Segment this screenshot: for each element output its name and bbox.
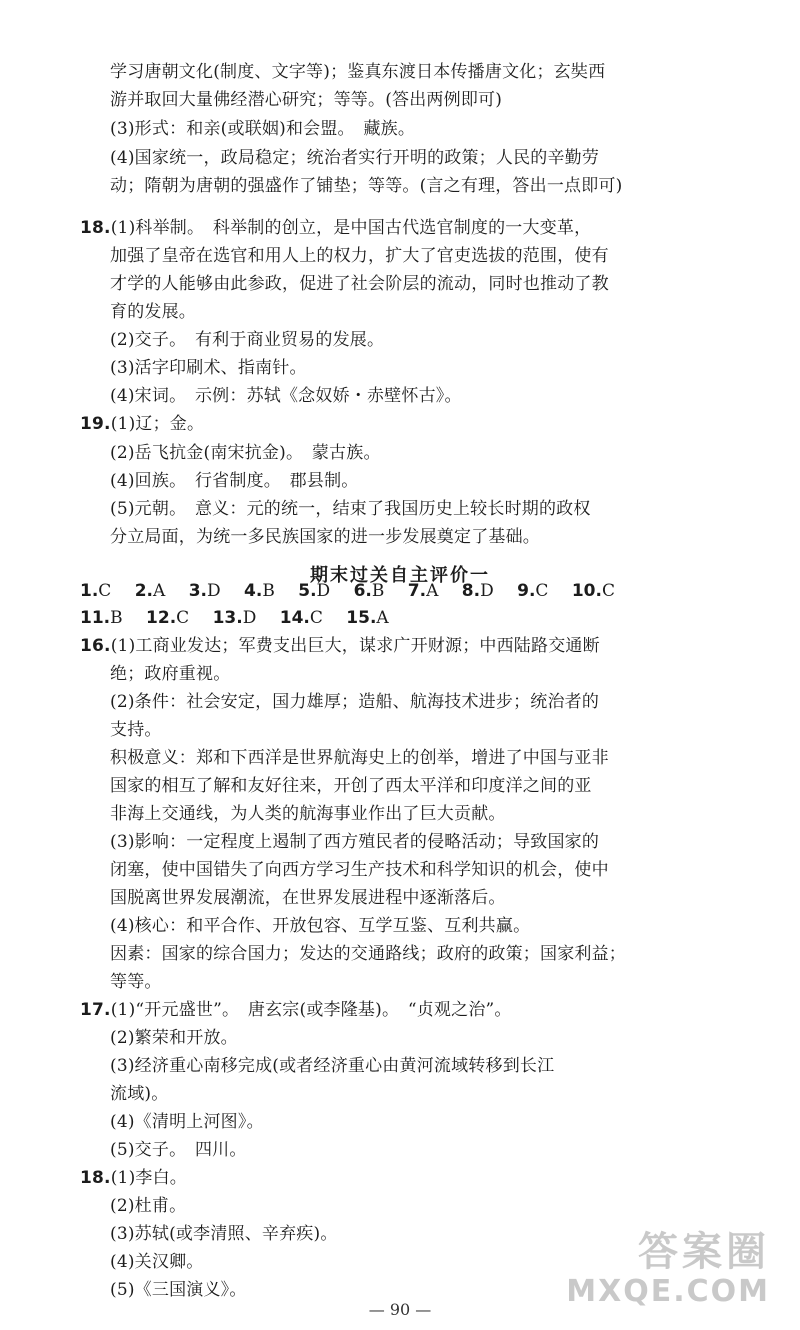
text-line: 流域)。 (110, 1084, 169, 1104)
text-line: (1)科举制。 科举制的创立，是中国古代选官制度的一大变革， (110, 218, 592, 238)
text-line: (4)关汉卿。 (110, 1252, 204, 1272)
text-line: 才学的人能够由此参政，促进了社会阶层的流动，同时也推动了教 (110, 274, 609, 294)
text-line: 因素：国家的综合国力；发达的交通路线；政府的政策；国家利益； (110, 944, 626, 964)
text-line: 绝；政府重视。 (110, 664, 231, 684)
text-line: (4)《清明上河图》。 (110, 1112, 264, 1132)
text-line: (3)形式：和亲(或联姻)和会盟。 藏族。 (110, 119, 416, 139)
question-number: 16. (80, 636, 111, 656)
text-line: (1)辽；金。 (110, 414, 205, 434)
mc-answer: 1.C (80, 581, 112, 601)
text-line: (1)工商业发达；军费支出巨大，谋求广开财源；中西陆路交通断 (110, 636, 600, 656)
mc-answer: 6.B (353, 581, 385, 601)
text-line: (3)活字印刷术、指南针。 (110, 358, 307, 378)
text-line: 学习唐朝文化(制度、文字等)；鉴真东渡日本传播唐文化；玄奘西 (110, 62, 606, 82)
mc-answer: 2.A (134, 581, 166, 601)
mc-answer: 15.A (346, 608, 389, 628)
text-line: 积极意义：郑和下西洋是世界航海史上的创举，增进了中国与亚非 (110, 748, 609, 768)
text-line: (4)宋词。 示例：苏轼《念奴娇・赤壁怀古》。 (110, 386, 462, 406)
text-line: (5)元朝。 意义：元的统一，结束了我国历史上较长时期的政权 (110, 499, 591, 519)
text-line: (2)岳飞抗金(南宋抗金)。 蒙古族。 (110, 443, 381, 463)
question-number: 17. (80, 1000, 111, 1020)
text-line: 加强了皇帝在选官和用人上的权力，扩大了官吏选拔的范围，使有 (110, 246, 609, 266)
text-line: (5)交子。 四川。 (110, 1140, 247, 1160)
mc-answer: 13.D (212, 608, 257, 628)
mc-answer: 10.C (571, 581, 615, 601)
mc-answer: 5.D (298, 581, 331, 601)
mc-answer: 12.C (146, 608, 190, 628)
question-18 (80, 1166, 720, 1190)
text-line: (2)条件：社会安定，国力雄厚；造船、航海技术进步；统治者的 (110, 692, 600, 712)
text-line: 游并取回大量佛经潜心研究；等等。(答出两例即可) (110, 90, 503, 110)
watermark-logo (420, 1220, 780, 1320)
question-17 (80, 998, 720, 1022)
mc-answer: 11.B (80, 608, 123, 628)
text-line: (2)繁荣和开放。 (110, 1028, 238, 1048)
text-line: 等等。 (110, 972, 162, 992)
question-19 (80, 412, 720, 436)
mc-answers-row-2 (80, 606, 407, 630)
text-line: (3)苏轼(或李清照、辛弃疾)。 (110, 1224, 338, 1244)
text-line: 国家的相互了解和友好往来，开创了西太平洋和印度洋之间的亚 (110, 776, 592, 796)
mc-answer: 8.D (461, 581, 494, 601)
text-line: 支持。 (110, 720, 162, 740)
question-number: 18. (80, 1168, 111, 1188)
text-line: (5)《三国演义》。 (110, 1280, 247, 1300)
mc-answer: 9.C (517, 581, 549, 601)
text-line: (2)交子。 有利于商业贸易的发展。 (110, 330, 385, 350)
text-line: 非海上交通线，为人类的航海事业作出了巨大贡献。 (110, 804, 506, 824)
text-line: (2)杜甫。 (110, 1196, 187, 1216)
text-line: (4)核心：和平合作、开放包容、互学互鉴、互利共赢。 (110, 916, 531, 936)
watermark-en: MXQE.COM (566, 1274, 770, 1309)
question-number: 18. (80, 218, 111, 238)
mc-answer: 3.D (188, 581, 221, 601)
text-line: (4)国家统一，政局稳定；统治者实行开明的政策；人民的辛勤劳 (110, 148, 600, 168)
text-line: (1)李白。 (110, 1168, 187, 1188)
mc-answer: 14.C (279, 608, 323, 628)
text-line: 闭塞，使中国错失了向西方学习生产技术和科学知识的机会，使中 (110, 860, 609, 880)
text-line: 动；隋朝为唐朝的强盛作了铺垫；等等。(言之有理，答出一点即可) (110, 176, 623, 196)
question-number: 19. (80, 414, 111, 434)
text-line: (3)经济重心南移完成(或者经济重心由黄河流域转移到长江 (110, 1056, 555, 1076)
section-title: 期末过关自主评价一 (310, 565, 490, 586)
mc-answers-row-1 (80, 579, 633, 603)
page-number: — 90 — (368, 1300, 432, 1319)
text-line: 国脱离世界发展潮流，在世界发展进程中逐渐落后。 (110, 888, 506, 908)
text-line: (3)影响：一定程度上遏制了西方殖民者的侵略活动；导致国家的 (110, 832, 600, 852)
watermark-cn: 答案圈 (638, 1229, 770, 1275)
question-16 (80, 634, 720, 658)
text-line: (1)“开元盛世”。 唐玄宗(或李隆基)。 “贞观之治”。 (110, 1000, 512, 1020)
mc-answer: 7.A (407, 581, 439, 601)
question-18 (80, 216, 720, 240)
text-line: 分立局面，为统一多民族国家的进一步发展奠定了基础。 (110, 527, 540, 547)
text-line: (4)回族。 行省制度。 郡县制。 (110, 471, 359, 491)
text-line: 育的发展。 (110, 302, 196, 322)
mc-answer: 4.B (244, 581, 275, 601)
